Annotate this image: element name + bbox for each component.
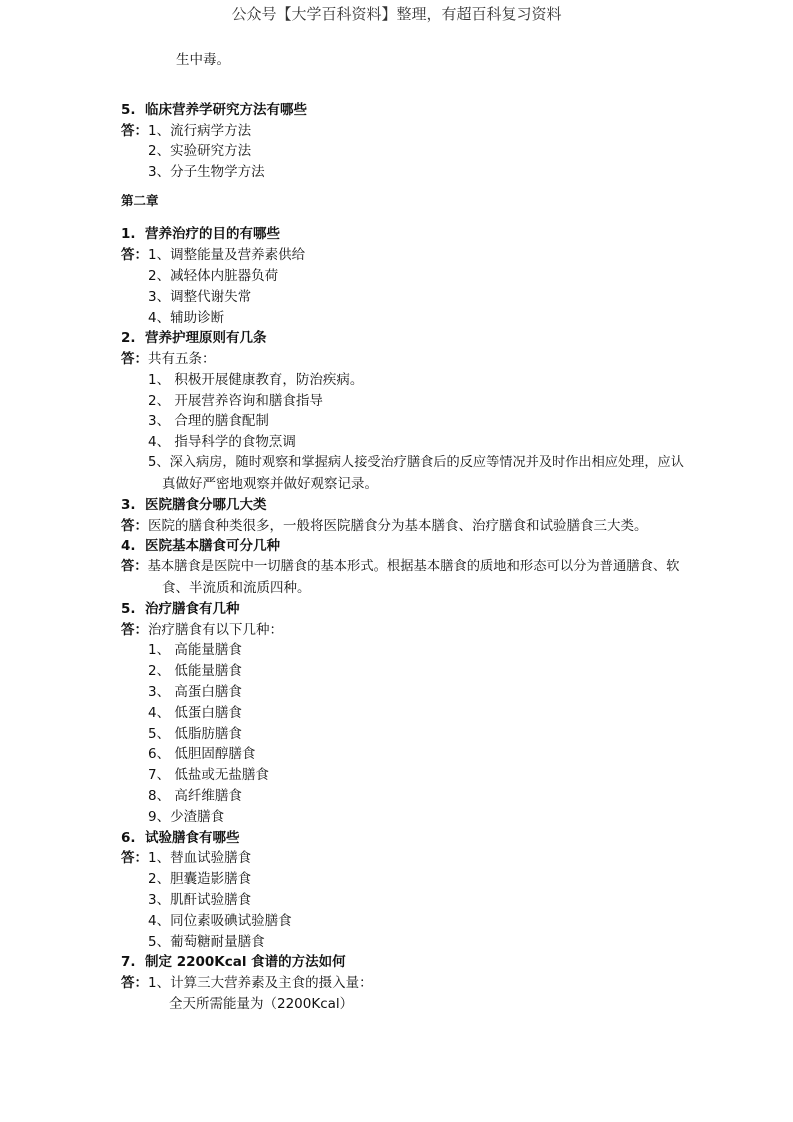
answer-text: 1、替血试验膳食 <box>148 850 252 866</box>
list-item: 2、 开展营养咨询和膳食指导 <box>148 393 323 409</box>
list-item: 2、 低能量膳食 <box>148 663 242 679</box>
list-item: 4、同位素吸碘试验膳食 <box>148 913 292 929</box>
list-item: 5、葡萄糖耐量膳食 <box>148 934 265 950</box>
answer-label: 答： <box>121 123 148 139</box>
answer-label: 答： <box>121 850 148 866</box>
question-heading <box>121 829 240 847</box>
list-item: 2、实验研究方法 <box>148 143 252 159</box>
chapter-heading: 第二章 <box>121 193 159 208</box>
list-item: 6、 低胆固醇膳食 <box>148 746 256 762</box>
answer-label: 答： <box>121 247 148 263</box>
answer-text: 1、流行病学方法 <box>148 123 252 139</box>
answer-label: 答： <box>121 518 148 534</box>
question-number: 5. <box>121 102 136 118</box>
answer-continuation: 食、半流质和流质四种。 <box>162 580 311 596</box>
answer-line <box>121 246 305 264</box>
text-line: 生中毒。 <box>176 52 230 68</box>
answer-text: 基本膳食是医院中一切膳食的基本形式。根据基本膳食的质地和形态可以分为普通膳食、软 <box>147 559 680 574</box>
answer-text: 治疗膳食有以下几种： <box>148 622 283 638</box>
list-item: 5、 低脂肪膳食 <box>148 726 242 742</box>
question-heading <box>121 496 267 514</box>
list-item: 5、深入病房，随时观察和掌握病人接受治疗膳食后的反应等情况并及时作出相应处理，应认 <box>148 455 684 470</box>
list-item: 3、分子生物学方法 <box>148 164 265 180</box>
list-item: 4、辅助诊断 <box>148 310 225 326</box>
answer-label: 答： <box>121 975 148 991</box>
answer-text: 医院的膳食种类很多，一般将医院膳食分为基本膳食、治疗膳食和试验膳食三大类。 <box>148 518 648 534</box>
question-heading <box>121 225 280 243</box>
question-number: 2. <box>121 330 136 346</box>
question-number: 7. <box>121 954 136 970</box>
answer-label: 答： <box>121 622 148 638</box>
answer-line <box>121 122 251 140</box>
question-number: 1. <box>121 226 136 242</box>
answer-text: 1、计算三大营养素及主食的摄入量： <box>148 975 373 991</box>
list-item: 1、 高能量膳食 <box>148 642 242 658</box>
list-item: 2、减轻体内脏器负荷 <box>148 268 279 284</box>
question-text: 制定 2200Kcal 食谱的方法如何 <box>145 954 346 970</box>
question-text: 临床营养学研究方法有哪些 <box>145 102 307 118</box>
answer-line <box>121 350 216 368</box>
answer-line <box>121 849 251 867</box>
list-item: 2、胆囊造影膳食 <box>148 871 252 887</box>
list-item: 9、少渣膳食 <box>148 809 225 825</box>
answer-line <box>121 517 648 535</box>
question-heading <box>121 537 280 555</box>
question-text: 营养护理原则有几条 <box>145 330 267 346</box>
list-item: 3、肌酐试验膳食 <box>148 892 252 908</box>
list-item-continuation: 真做好严密地观察并做好观察记录。 <box>162 476 378 492</box>
question-heading <box>121 600 240 618</box>
list-item: 4、 指导科学的食物烹调 <box>148 434 296 450</box>
list-item: 1、 积极开展健康教育，防治疾病。 <box>148 372 364 388</box>
answer-text: 1、调整能量及营养素供给 <box>148 247 306 263</box>
question-text: 试验膳食有哪些 <box>145 830 240 846</box>
question-heading <box>121 329 267 347</box>
question-number: 3. <box>121 497 136 513</box>
answer-line <box>121 621 283 639</box>
question-text: 营养治疗的目的有哪些 <box>145 226 280 242</box>
list-item: 3、 高蛋白膳食 <box>148 684 242 700</box>
question-number: 5. <box>121 601 136 617</box>
page-header: 公众号【大学百科资料】整理，有超百科复习资料 <box>231 5 562 23</box>
answer-label: 答： <box>121 351 148 367</box>
list-item: 8、 高纤维膳食 <box>148 788 242 804</box>
question-text: 医院基本膳食可分几种 <box>145 538 280 554</box>
question-number: 4. <box>121 538 136 554</box>
answer-line <box>121 974 373 992</box>
list-item: 3、 合理的膳食配制 <box>148 413 269 429</box>
question-text: 治疗膳食有几种 <box>145 601 240 617</box>
answer-line <box>121 558 679 576</box>
answer-label: 答： <box>121 559 148 574</box>
text-line: 全天所需能量为（2200Kcal） <box>169 996 354 1012</box>
question-number: 6. <box>121 830 136 846</box>
question-heading <box>121 953 346 971</box>
list-item: 4、 低蛋白膳食 <box>148 705 242 721</box>
answer-text: 共有五条： <box>148 351 216 367</box>
question-heading <box>121 101 307 119</box>
question-text: 医院膳食分哪几大类 <box>145 497 267 513</box>
list-item: 7、 低盐或无盐膳食 <box>148 767 269 783</box>
list-item: 3、调整代谢失常 <box>148 289 252 305</box>
